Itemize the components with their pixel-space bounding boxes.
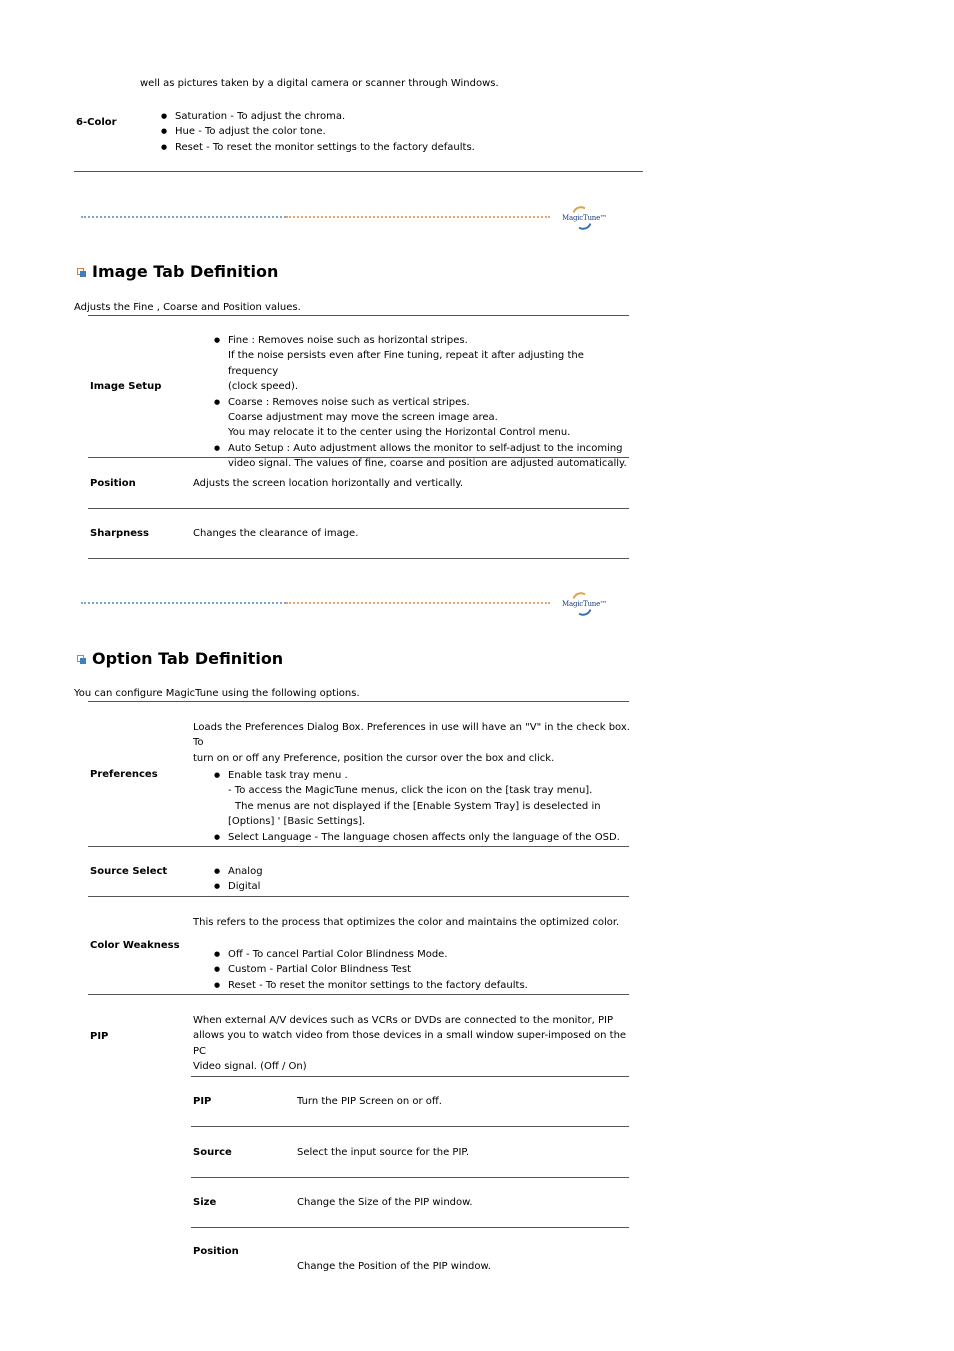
section-bullet-icon bbox=[77, 268, 85, 276]
divider bbox=[191, 1076, 629, 1077]
preferences-desc: Loads the Preferences Dialog Box. Preferences in use will have an "V" in the check box. To turn on or off any Preference, position the cursor over the box and click. bbox=[193, 722, 630, 764]
divider bbox=[88, 315, 629, 316]
divider bbox=[191, 1126, 629, 1127]
pip-desc: When external A/V devices such as VCRs or DVDs are connected to the monitor, PIP allows you to watch video from those devices in a small window super-imposed on the PC Video signal. (Off / On) bbox=[193, 1015, 627, 1073]
list-item: ● Hue - To adjust the color tone. bbox=[175, 124, 475, 139]
divider bbox=[191, 1227, 629, 1228]
dotted-separator bbox=[286, 216, 550, 218]
divider bbox=[88, 994, 629, 995]
list-item: ● Saturation - To adjust the chroma. bbox=[175, 109, 475, 124]
magictune-logo: MagicTune™ bbox=[562, 206, 602, 228]
list-item: ● Select Language - The language chosen affects only the language of the OSD. bbox=[228, 830, 630, 845]
color-weakness-label: Color Weakness bbox=[90, 940, 180, 951]
pip-size-desc: Change the Size of the PIP window. bbox=[297, 1197, 473, 1208]
six-color-list bbox=[175, 109, 475, 155]
dotted-separator bbox=[286, 602, 550, 604]
list-item: ● Digital bbox=[228, 879, 263, 894]
pip-sub-desc: Turn the PIP Screen on or off. bbox=[297, 1096, 442, 1107]
pip-label: PIP bbox=[90, 1031, 109, 1042]
sharpness-desc: Changes the clearance of image. bbox=[193, 528, 359, 539]
list-item: ● Analog bbox=[228, 864, 263, 879]
dotted-separator bbox=[81, 602, 286, 604]
divider bbox=[88, 558, 629, 559]
source-select-list bbox=[228, 864, 263, 895]
option-tab-heading: Option Tab Definition bbox=[92, 649, 284, 668]
preferences-label: Preferences bbox=[90, 769, 158, 780]
divider bbox=[191, 1177, 629, 1178]
position-label: Position bbox=[90, 478, 136, 489]
position-desc: Adjusts the screen location horizontally and vertically. bbox=[193, 478, 463, 489]
preferences-list bbox=[228, 768, 630, 845]
list-item: ● Off - To cancel Partial Color Blindness Mode. bbox=[228, 947, 528, 962]
list-item: ● Fine : Removes noise such as horizontal stripes. If the noise persists even after Fine tuning, repeat it after adjusting the frequency (clock speed). bbox=[228, 333, 630, 395]
pip-position-desc: Change the Position of the PIP window. bbox=[297, 1261, 491, 1272]
divider bbox=[88, 846, 629, 847]
divider bbox=[88, 896, 629, 897]
list-item: ● Enable task tray menu . - To access the MagicTune menus, click the icon on the [task tray menu]. The menus are not displayed if the [Enable System Tray] is deselected in [Options] ' [Basic Settings]. bbox=[228, 768, 630, 830]
pip-position-label: Position bbox=[193, 1246, 239, 1257]
image-tab-heading: Image Tab Definition bbox=[92, 262, 279, 281]
option-tab-intro: You can configure MagicTune using the following options. bbox=[74, 688, 360, 699]
magictune-logo: MagicTune™ bbox=[562, 592, 602, 614]
divider bbox=[88, 457, 629, 458]
six-color-label: 6-Color bbox=[76, 117, 117, 128]
image-setup-label: Image Setup bbox=[90, 381, 162, 392]
continuation-text: well as pictures taken by a digital camera or scanner through Windows. bbox=[140, 78, 499, 89]
section-bullet-icon bbox=[77, 655, 85, 663]
list-item: ● Reset - To reset the monitor settings to the factory defaults. bbox=[175, 140, 475, 155]
divider bbox=[88, 508, 629, 509]
dotted-separator bbox=[81, 216, 286, 218]
divider bbox=[74, 171, 643, 172]
source-select-label: Source Select bbox=[90, 866, 168, 877]
list-item: ● Custom - Partial Color Blindness Test bbox=[228, 962, 528, 977]
list-item: ● Reset - To reset the monitor settings to the factory defaults. bbox=[228, 978, 528, 993]
image-setup-list bbox=[228, 333, 630, 472]
pip-source-label: Source bbox=[193, 1147, 232, 1158]
pip-source-desc: Select the input source for the PIP. bbox=[297, 1147, 470, 1158]
image-tab-intro: Adjusts the Fine , Coarse and Position values. bbox=[74, 302, 301, 313]
list-item: ● Coarse : Removes noise such as vertical stripes. Coarse adjustment may move the screen image area. You may relocate it to the center using the Horizontal Control menu. bbox=[228, 395, 630, 441]
list-item: ● Auto Setup : Auto adjustment allows the monitor to self-adjust to the incoming video signal. The values of fine, coarse and position are adjusted automatically. bbox=[228, 441, 630, 472]
pip-sub-label: PIP bbox=[193, 1096, 212, 1107]
divider bbox=[88, 701, 629, 702]
sharpness-label: Sharpness bbox=[90, 528, 149, 539]
color-weakness-desc: This refers to the process that optimizes the color and maintains the optimized color. bbox=[193, 917, 620, 928]
color-weakness-list bbox=[228, 947, 528, 993]
pip-size-label: Size bbox=[193, 1197, 217, 1208]
